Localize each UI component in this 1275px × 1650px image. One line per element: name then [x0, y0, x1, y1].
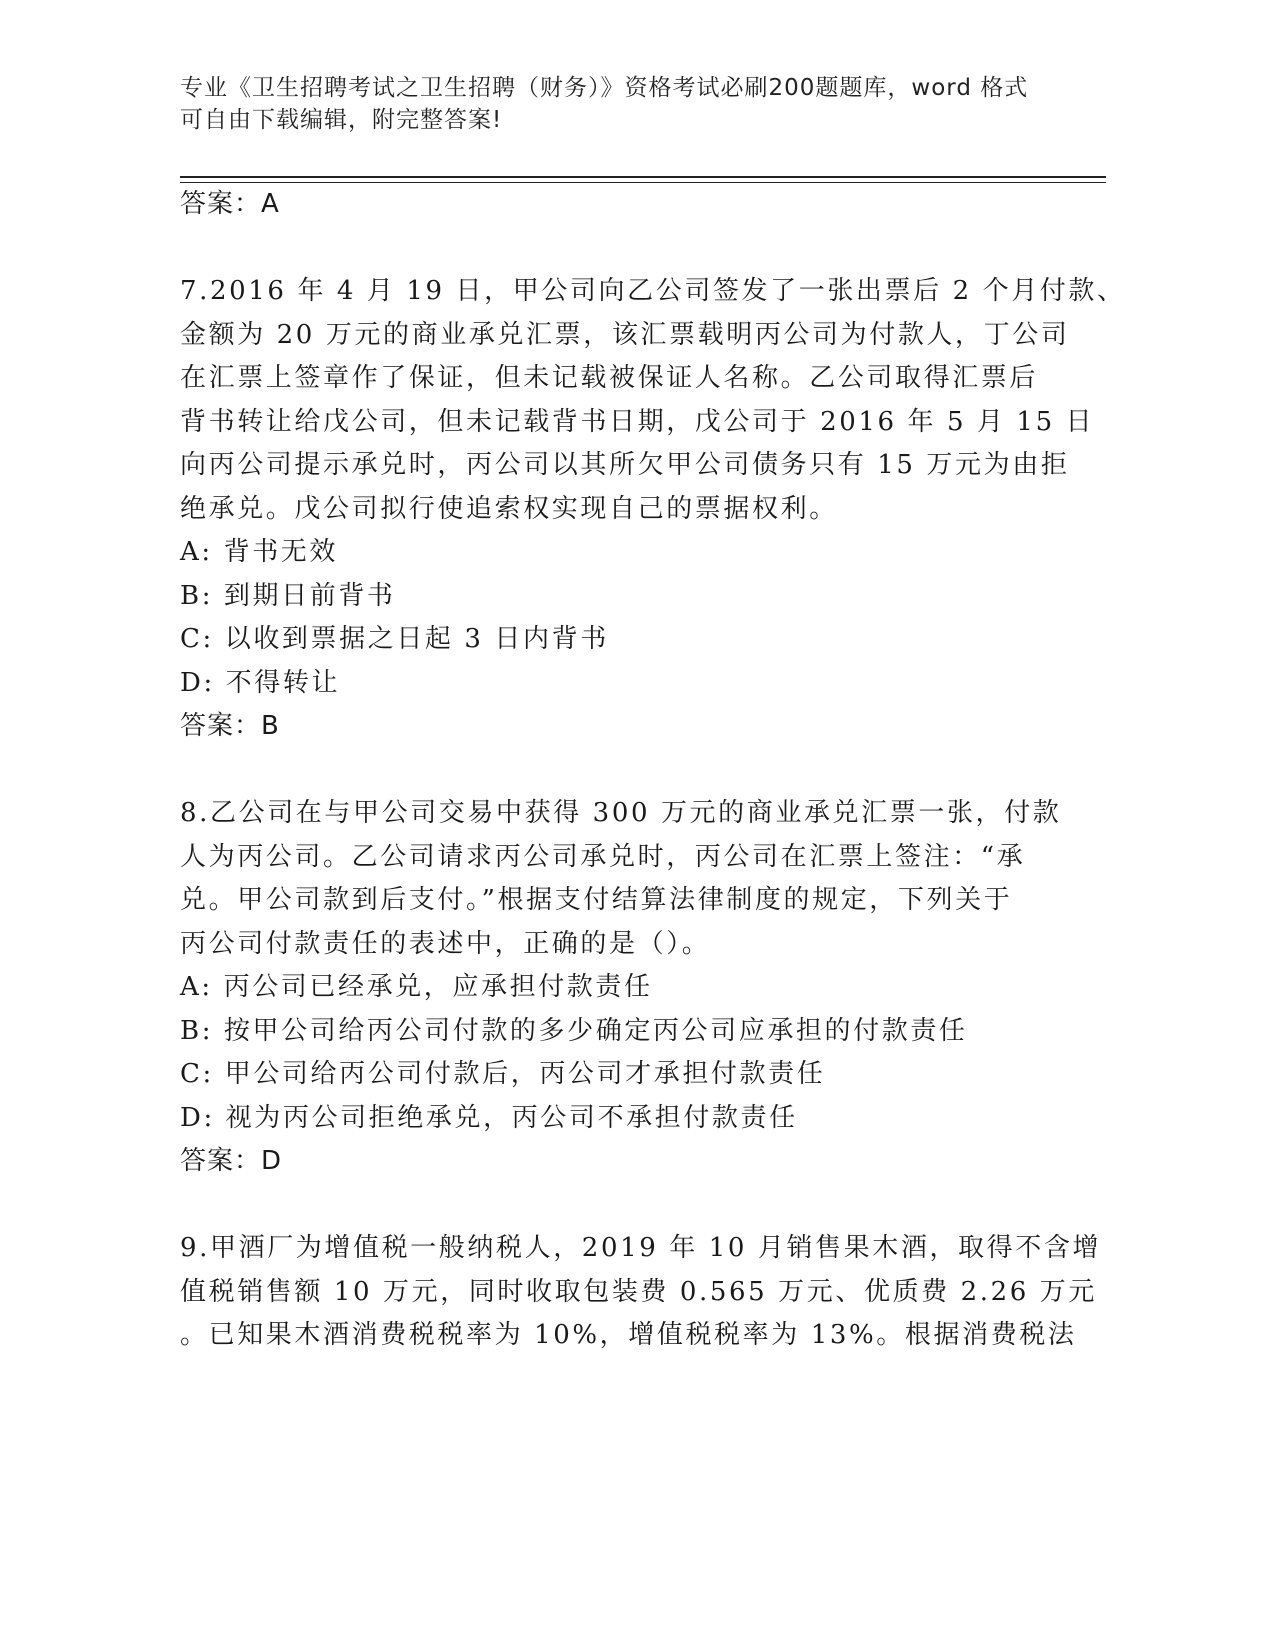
document-header	[180, 72, 1060, 136]
question-text-line: 兑。甲公司款到后支付。”根据支付结算法律制度的规定，下列关于	[180, 885, 1013, 915]
question-9	[180, 1227, 1102, 1358]
question-text-line: 丙公司付款责任的表述中，正确的是（）。	[180, 928, 711, 959]
question-text-line: 8.乙公司在与甲公司交易中获得 300 万元的商业承兑汇票一张，付款	[180, 798, 1062, 828]
header-line-2: 可自由下载编辑，附完整答案!	[180, 107, 503, 133]
header-divider-thick	[180, 176, 1106, 178]
question-text-line: 金额为 20 万元的商业承兑汇票，该汇票载明丙公司为付款人，丁公司	[180, 319, 1070, 350]
question-text-line: 。已知果木酒消费税税率为 10%，增值税税率为 13%。根据消费税法	[180, 1320, 1077, 1350]
option-d: D: 不得转让	[180, 667, 341, 698]
document-body	[180, 183, 1126, 1358]
spacer	[180, 749, 1060, 793]
question-text-line: 9.甲酒厂为增值税一般纳税人，2019 年 10 月销售果木酒，取得不含增	[180, 1233, 1102, 1263]
question-text-line: 向丙公司提示承兑时，丙公司以其所欠甲公司债务只有 15 万元为由拒	[180, 450, 1070, 480]
spacer	[180, 227, 1060, 271]
previous-question-answer: 答案：A	[180, 189, 280, 219]
option-b: B: 按甲公司给丙公司付款的多少确定丙公司应承担的付款责任	[180, 1015, 968, 1046]
question-text-line: 背书转让给戊公司，但未记载背书日期，戊公司于 2016 年 5 月 15 日	[180, 406, 1095, 437]
option-c: C: 以收到票据之日起 3 日内背书	[180, 624, 609, 654]
option-a: A: 背书无效	[180, 537, 339, 567]
spacer	[180, 1184, 1060, 1228]
option-c: C: 甲公司给丙公司付款后，丙公司才承担付款责任	[180, 1059, 826, 1089]
option-a: A: 丙公司已经承兑，应承担付款责任	[180, 972, 653, 1002]
question-text-line: 值税销售额 10 万元，同时收取包装费 0.565 万元、优质费 2.26 万元	[180, 1276, 1097, 1307]
question-text-line: 7.2016 年 4 月 19 日，甲公司向乙公司签发了一张出票后 2 个月付款、	[180, 276, 1126, 306]
question-8	[180, 792, 1060, 1184]
question-text-line: 人为丙公司。乙公司请求丙公司承兑时，丙公司在汇票上签注：“承	[180, 841, 1026, 872]
answer-label: 答案：B	[180, 711, 280, 741]
question-text-line: 在汇票上签章作了保证，但未记载被保证人名称。乙公司取得汇票后	[180, 363, 1039, 393]
option-d: D: 视为丙公司拒绝承兑，丙公司不承担付款责任	[180, 1102, 798, 1133]
answer-label: 答案：D	[180, 1146, 283, 1176]
question-text-line: 绝承兑。戊公司拟行使追索权实现自己的票据权利。	[180, 493, 838, 524]
question-7	[180, 270, 1126, 749]
header-line-1: 专业《卫生招聘考试之卫生招聘（财务）》资格考试必刷200题题库，word 格式	[180, 75, 1029, 101]
option-b: B: 到期日前背书	[180, 580, 396, 611]
